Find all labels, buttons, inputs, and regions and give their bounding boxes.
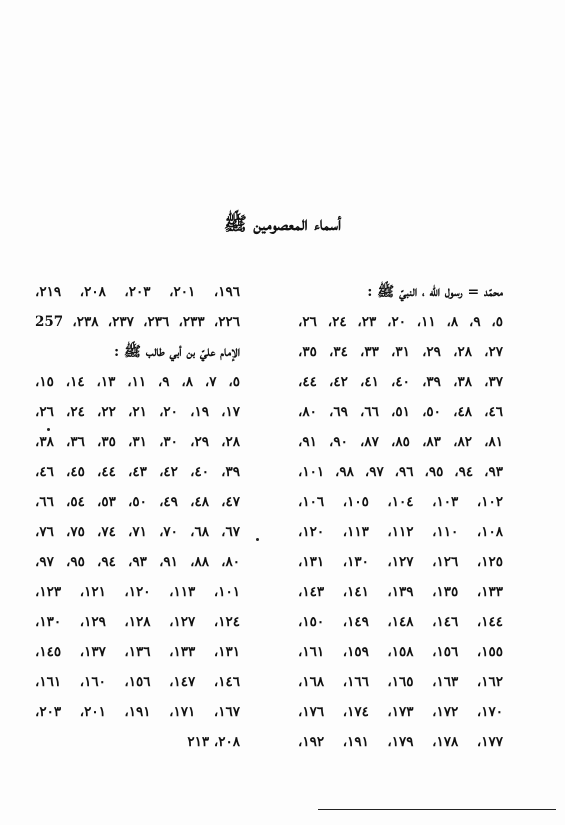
page-speck — [47, 428, 50, 431]
page-reference-line: ٨٠، ٨٨، ٩١، ٩٣، ٩٤، ٩٥، ٩٧، — [35, 554, 240, 570]
page-reference-line: ٤٦، ٤٨، ٥٠، ٥١، ٦٦، ٦٩، ٨٠، — [298, 404, 503, 420]
page-reference-line: ١٧٠، ١٧٢، ١٧٣، ١٧٤، ١٧٦، — [298, 704, 503, 720]
page-reference-line: ١٣١، ١٣٣، ١٣٦، ١٣٧، ١٤٥، — [35, 644, 240, 660]
page-reference-line: ٩٣، ٩٤، ٩٥، ٩٦، ٩٧، ٩٨، ١٠١، — [298, 464, 503, 480]
page-reference-line: ١٧، ١٩، ٢٠، ٢١، ٢٢، ٢٤، ٢٦، — [35, 404, 240, 420]
page-reference-line: ١٠٢، ١٠٣، ١٠٤، ١٠٥، ١٠٦، — [298, 494, 503, 510]
page-title: أسماء المعصومين ﷺ — [223, 213, 342, 235]
page-reference-line: ٢٧، ٢٨، ٢٩، ٣١، ٣٣، ٣٤، ٣٥، — [298, 344, 503, 360]
page-reference-line: ١٧٧، ١٧٨، ١٧٩، ١٩١، ١٩٢، — [298, 734, 503, 750]
page-reference-line: ٣٩، ٤٠، ٤٢، ٤٣، ٤٤، ٤٥، ٤٦، — [35, 464, 240, 480]
right-index-column — [298, 277, 503, 757]
page-reference-line: ٥، ٧، ٨، ٩، ١١، ١٣، ١٤، ١٥، — [35, 374, 241, 390]
page-reference-line: ٢٠٨، ٢١٣ — [187, 734, 240, 750]
page-reference-line: ١٦٢، ١٦٣، ١٦٥، ١٦٦، ١٦٨، — [298, 674, 503, 690]
page-reference-line: ١٩٦، ٢٠١، ٢٠٣، ٢٠٨، ٢١٩، — [35, 284, 240, 300]
page-reference-line: ٤٧، ٤٨، ٤٩، ٥٠، ٥٣، ٥٤، ٦٦، — [35, 494, 240, 510]
page-reference-line: ٢٢٦، ٢٣٣، ٢٣٦، ٢٣٧، ٢٣٨، 257 — [35, 314, 240, 330]
page-reference-line: ٢٨، ٢٩، ٣٠، ٣١، ٣٥، ٣٦، ٣٨، — [35, 434, 240, 450]
page-reference-line: ١٦٧، ١٧١، ١٩١، ٢٠١، ٢٠٣، — [35, 704, 240, 720]
section-heading: الإمام عليّ بن أبي طالب ﷺ : — [114, 344, 240, 360]
page-reference-line: ١٢٥، ١٢٦، ١٢٧، ١٣٠، ١٣١، — [298, 554, 503, 570]
section-heading: محمّد = رسول الله ، النبيّ ﷺ : — [367, 284, 503, 300]
page-reference-line: ١٠٨، ١١٠، ١١٢، ١١٣، ١٢٠، — [298, 524, 503, 540]
page-reference-line: ١٥٥، ١٥٦، ١٥٨، ١٥٩، ١٦١، — [298, 644, 503, 660]
page-reference-line: ١٤٦، ١٤٧، ١٥٦، ١٦٠، ١٦١، — [35, 674, 240, 690]
page-reference-line: ٦٧، ٦٨، ٧٠، ٧١، ٧٤، ٧٥، ٧٦، — [35, 524, 240, 540]
page-reference-line: ١٣٣، ١٣٥، ١٣٩، ١٤١، ١٤٣، — [298, 584, 503, 600]
page-reference-line: ٨١، ٨٢، ٨٣، ٨٥، ٨٧، ٩٠، ٩١، — [298, 434, 503, 450]
page-speck — [256, 538, 259, 541]
page-reference-line: ١٠١، ١١٣، ١٢٠، ١٢١، ١٢٣، — [35, 584, 240, 600]
page-reference-line: ٥، ٩، ٨، ١١، ٢٠، ٢٣، ٢٤، ٢٦، — [298, 314, 504, 330]
left-index-column — [35, 277, 240, 757]
page-reference-line: ٣٧، ٣٨، ٣٩، ٤٠، ٤١، ٤٢، ٤٤، — [298, 374, 503, 390]
bottom-rule — [318, 809, 556, 810]
page-reference-line: ١٤٤، ١٤٦، ١٤٨، ١٤٩، ١٥٠، — [298, 614, 503, 630]
page-reference-line: ١٢٤، ١٢٧، ١٢٨، ١٢٩، ١٣٠، — [35, 614, 240, 630]
